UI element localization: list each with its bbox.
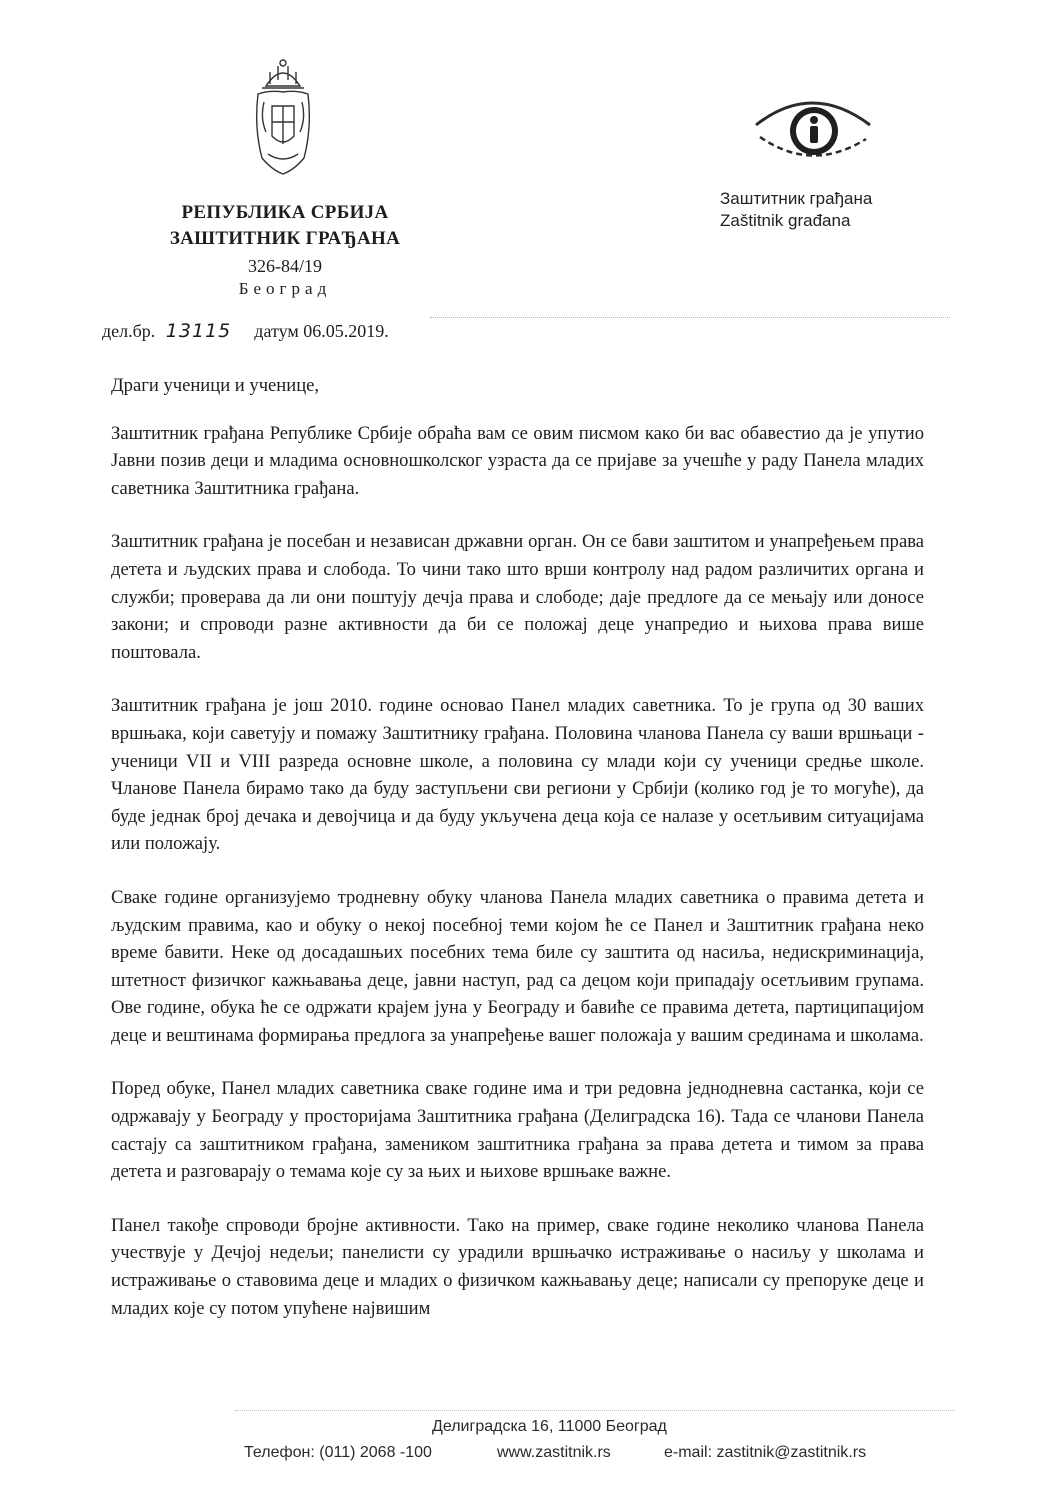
logo-text-cyrillic: Заштитник грађана: [720, 189, 873, 208]
footer-divider: [235, 1410, 955, 1411]
reference-divider: [430, 317, 950, 318]
paragraph: Панел такође спроводи бројне активности. Тако на пример, сваке године неколико чланова Панела учествује у Дечјој недељи; панелисти су урадили вршњачко истраживање о насиљу у школама и истраживање о ставовима деце и младих о физичком кажњавању деце; написали су препоруке деце и младих које су потом упућене највишим: [111, 1214, 924, 1319]
handwritten-reference-number: 13115: [165, 320, 232, 342]
footer-website-link[interactable]: www.zastitnik.rs: [497, 1444, 611, 1461]
footer-address: Делиградска 16, 11000 Београд: [432, 1418, 667, 1435]
logo-text-latin: Zaštitnik građana: [720, 211, 851, 230]
reference-line: [102, 320, 389, 342]
footer-phone: Телефон: (011) 2068 -100: [244, 1444, 432, 1461]
date-label: датум: [254, 321, 299, 341]
republic-name: РЕПУБЛИКА СРБИЈА: [181, 202, 389, 223]
institution-block: [150, 200, 420, 300]
paragraph: Заштитник грађана је посебан и независан државни орган. Он се бави заштитом и унапређењем права детета и људских права и слобода. То чини тако што врши контролу над радом различитих органа и служби; проверава да ли они поштују дечја права и слободе; даје предлоге да се мењају или доносе закони; и спроводи разне активности да би се положај деце унапредио и њихова права више поштовала.: [111, 531, 924, 663]
ombudsman-eye-logo-icon: [750, 95, 875, 180]
institution-name: ЗАШТИТНИК ГРАЂАНА: [169, 228, 401, 249]
logo-wordmark: [720, 188, 872, 232]
paragraph: Сваке године организујемо тродневну обуку чланова Панела младих саветника о правима детета и људским правима, као и обуку о некој посебној теми којом ће се Панел и Заштитник грађана неко време бавити. Неке од досадашњих посебних тема биле су заштита од насиља, недискриминација, штетност физичког кажњавања деце, јавни наступ, рад са децом који припадају осетљивим групама. Ове године, обука ће се одржати крајем јуна у Београду и бавиће се правима детета, партиципацијом деце и вештинама формирања предлога за унапређење вашег положаја у вашим срединама и школама.: [111, 886, 924, 1046]
paragraph: Заштитник грађана Републике Србије обраћа вам се овим писмом како би вас обавестио да је упутио Јавни позив деци и младима основношколског узраста да се пријаве за учешће у раду Панела младих саветника Заштитника грађана.: [111, 422, 924, 499]
letter-body: [111, 372, 924, 1348]
footer-email-link[interactable]: e-mail: zastitnik@zastitnik.rs: [664, 1444, 867, 1461]
paragraph: Заштитник грађана је још 2010. године основао Панел младих саветника. То је група од 30 ваших вршњака, који саветују и помажу Заштитнику грађана. Половина чланова Панела су ваши вршњаци - ученици VII и VIII разреда основне школе, а половина су млади који су ученици средње школе. Чланове Панела бирамо тако да буду заступљени сви региони у Србији (колико год је то могуће), да буде једнак број дечака и девојчица и да буду укључена деца која се налазе у осетљивим ситуацијама или положају.: [111, 695, 924, 855]
salutation: Драги ученици и ученице,: [111, 375, 320, 396]
paragraph: Поред обуке, Панел младих саветника сваке године има и три редовна једнодневна састанка, који се одржавају у Београду у просторијама Заштитника грађана (Делиградска 16). Тада се чланови Панела састају са заштитником грађана, замеником заштитника грађана за права детета и тимом за права детета и разговарају о темама које су за њих и њихове вршњаке важне.: [111, 1078, 924, 1183]
reference-prefix: дел.бр.: [102, 321, 156, 341]
case-number: 326-84/19: [248, 256, 322, 276]
city-name: Београд: [238, 279, 332, 298]
coat-of-arms-icon: [252, 58, 314, 176]
reference-date: 06.05.2019.: [303, 321, 389, 341]
